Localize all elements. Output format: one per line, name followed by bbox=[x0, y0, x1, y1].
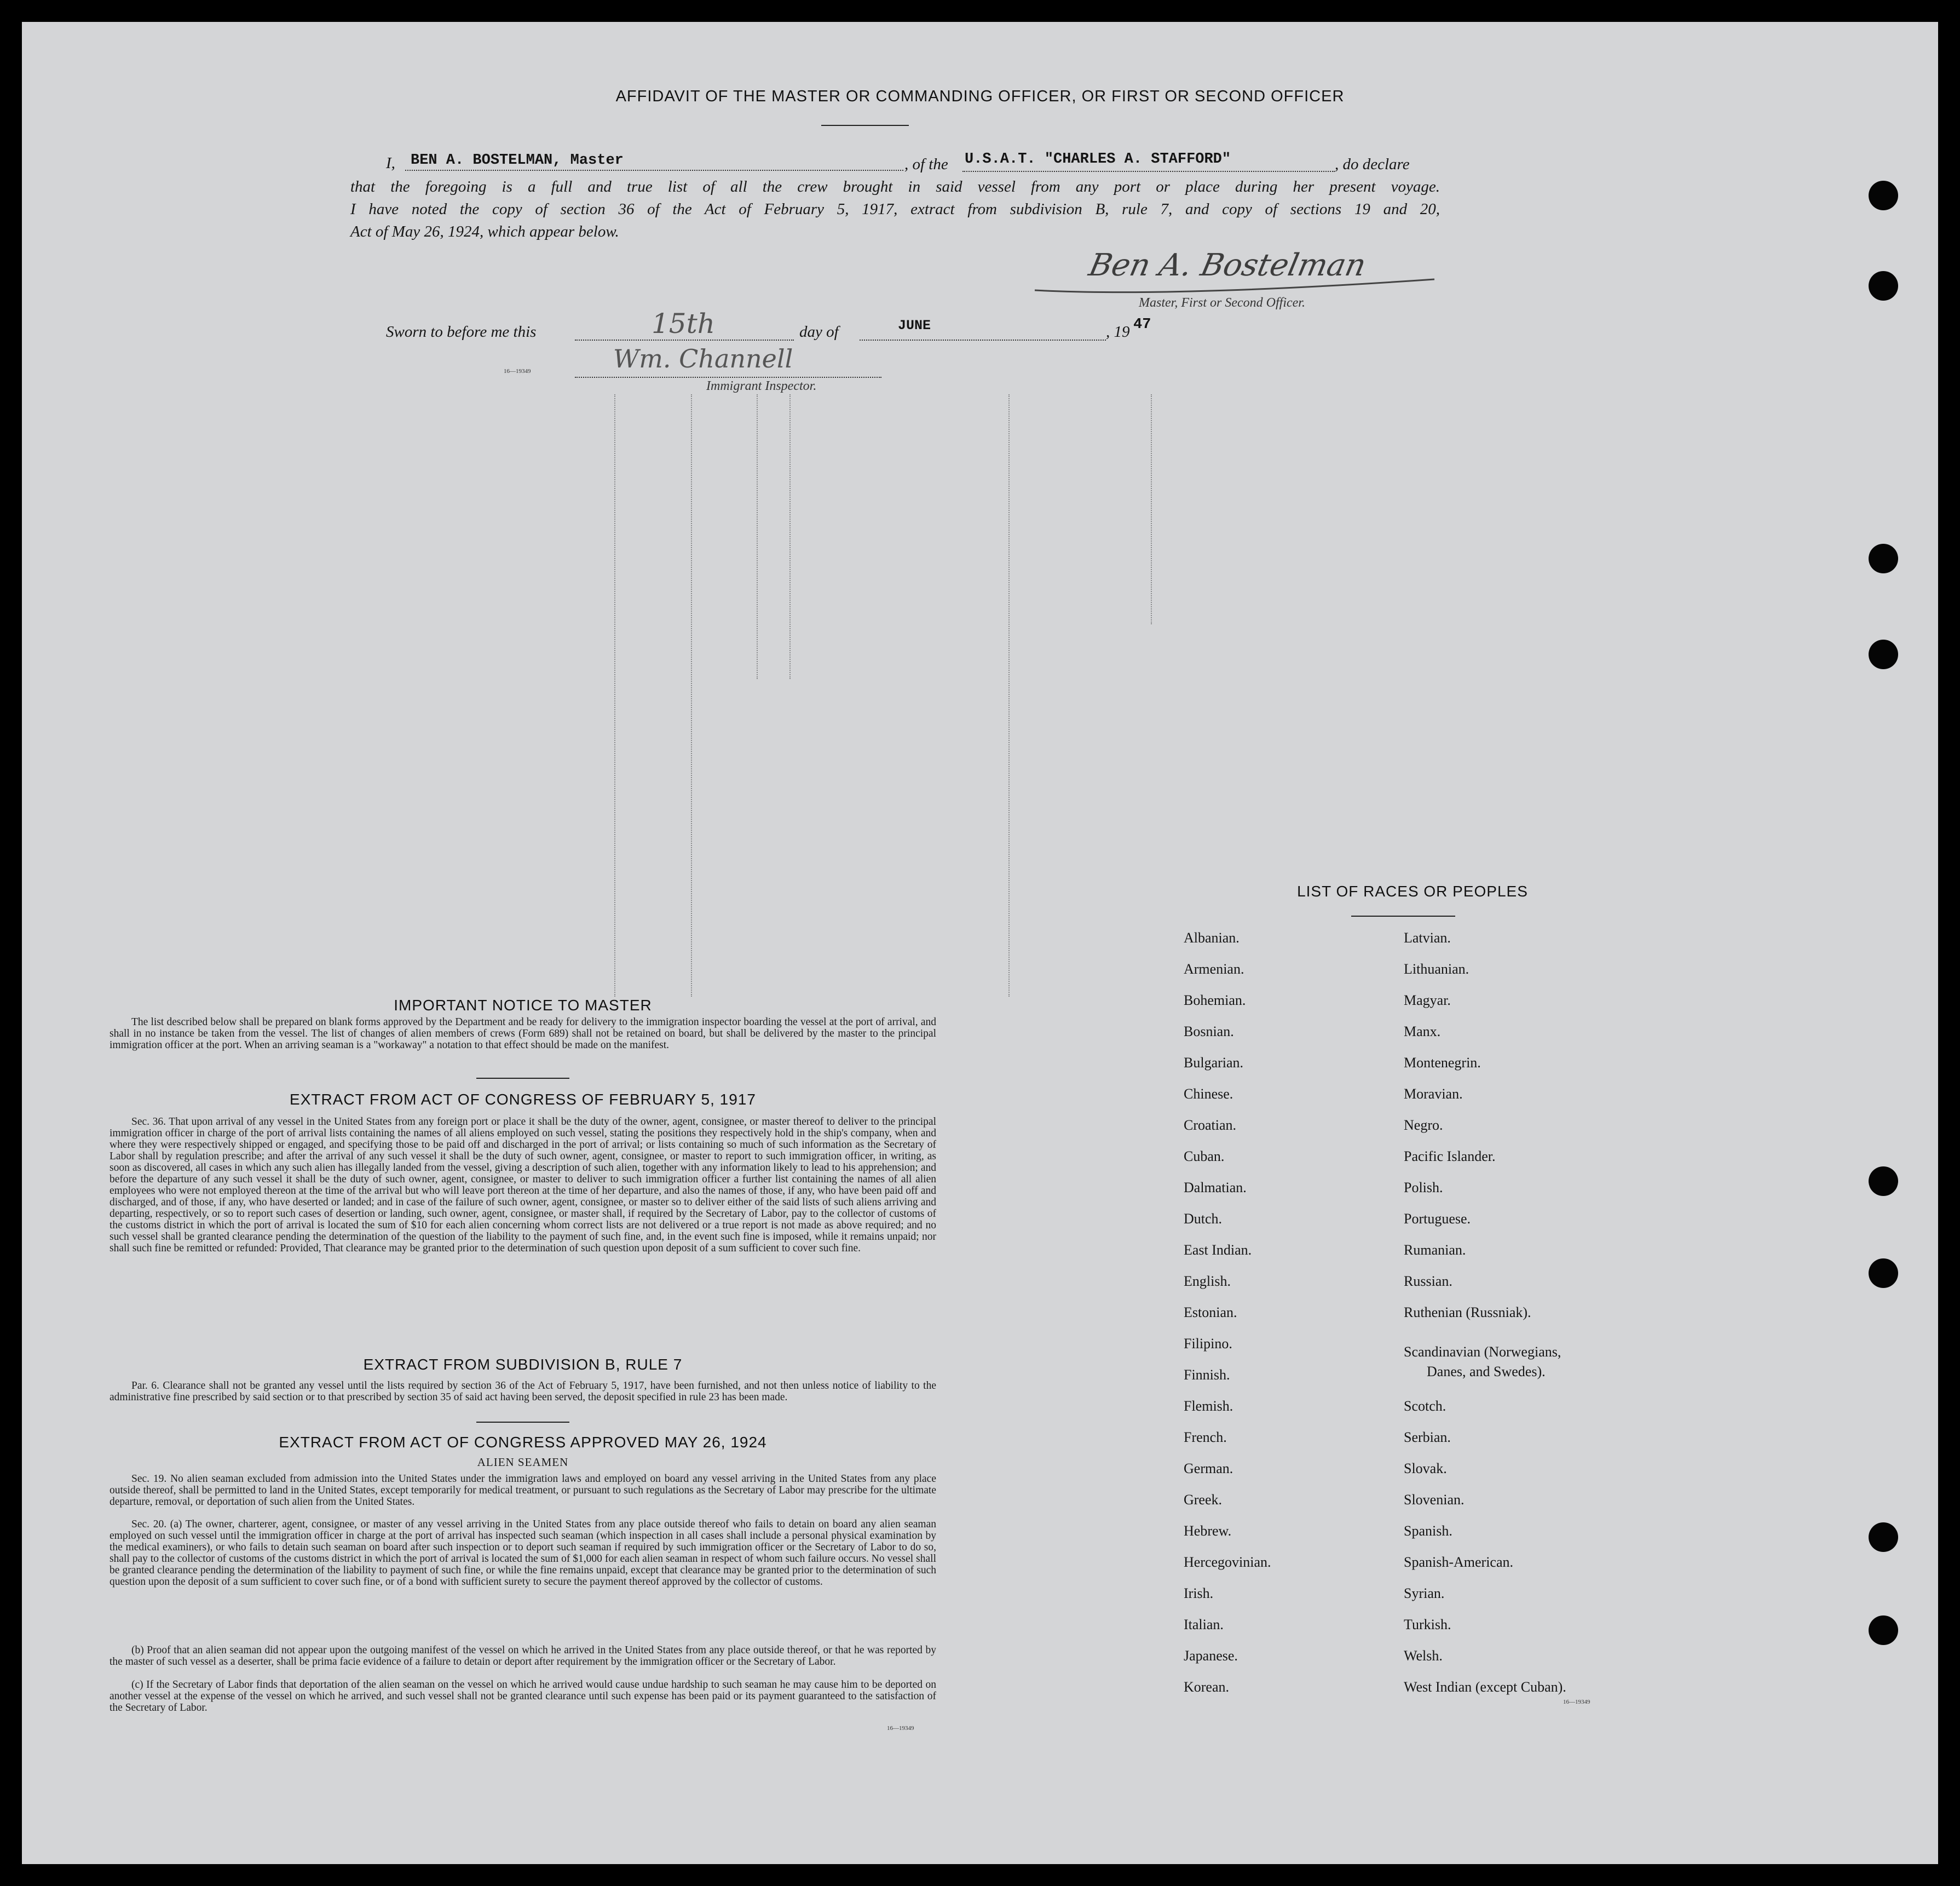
race-right: Syrian. bbox=[1404, 1585, 1445, 1601]
race-right: West Indian (except Cuban). bbox=[1404, 1679, 1566, 1695]
sworn-day: 15th bbox=[652, 308, 715, 340]
punch-hole bbox=[1869, 544, 1898, 573]
affidavit-line3: I have noted the copy of section 36 of the Act of February 5, 1917, extract from subdivision B, rule 7, and copy of sections 19 and 20, bbox=[350, 200, 1440, 218]
race-left: Dutch. bbox=[1184, 1211, 1223, 1227]
race-right: Welsh. bbox=[1404, 1648, 1443, 1664]
races-heading: LIST OF RACES OR PEOPLES bbox=[1297, 883, 1528, 900]
races-form-number: 16—19349 bbox=[1563, 1699, 1590, 1705]
extract-1917-heading: EXTRACT FROM ACT OF CONGRESS OF FEBRUARY 5, 1917 bbox=[290, 1091, 756, 1108]
race-right: Scotch. bbox=[1404, 1398, 1446, 1414]
race-left: German. bbox=[1184, 1461, 1233, 1476]
extract-1917-text: Sec. 36. That upon arrival of any vessel in the United States from any foreign port or place it shall be the duty of the owner, agent, consignee, or master thereof to deliver to the principal immigration officer in charge of the port of arrival lists containing the names of all aliens employed on such vessel, stating the positions they respectively hold in the ship's company, when and where they were respectively shipped or engaged, and specifying those to be paid off and discharged in the port of arrival; or lists containing so much of such information as the Secretary of Labor shall by regulation prescribe; and after the arrival of any such vessel it shall be the duty of such owner, agent, consignee, or master to report to such immigration officer, in writing, as soon as discovered, all cases in which any such alien has illegally landed from the vessel, giving a description of such alien, together with any information likely to lead to his apprehension; and before the departure of any such vessel it shall be the duty of such owner, agent, consignee, or master to deliver to such immigration officer a further list containing the names of all alien employees who were not employed thereon at the time of the arrival but who will leave port thereon at the time of her departure, and also the names of those, if any, who have been paid off and discharged, and of those, if any, who have deserted or landed; and in case of the failure of such owner, agent, consignee, or master so to deliver either of the said lists of such aliens arriving and departing, respectively, or so to report such cases of desertion or landing, such owner, agent, consignee, or master shall, if required by the Secretary of Labor, pay to the collector of customs of the customs district in which the port of arrival is located the sum of $10 for each alien concerning whom correct lists are not delivered or a true report is not made as above required; and no such vessel shall be granted clearance pending the determination of the question of the liability to the payment of such fine, and, in the event such fine is imposed, while it remains unpaid; nor shall such fine be remitted or refunded: Provided, That clearance may be granted prior to the determination of such question upon deposit of a sum sufficient to cover such fine. bbox=[109, 1116, 936, 1254]
race-right: Manx. bbox=[1404, 1024, 1441, 1039]
rule7-text: Par. 6. Clearance shall not be granted any vessel until the lists required by section 36 of the Act of February 5, 1917, have been furnished, and not then unless notice of liability to the administrative fine prescribed by said section or to that prescribed by section 35 of said act having been served, the deposit specified in rule 23 has been made. bbox=[109, 1380, 936, 1403]
signature-caption: Master, First or Second Officer. bbox=[1139, 296, 1305, 310]
race-right-continuation: Danes, and Swedes). bbox=[1427, 1364, 1546, 1379]
race-right: Portuguese. bbox=[1404, 1211, 1471, 1227]
race-left: Albanian. bbox=[1184, 930, 1240, 946]
affidavit-line4: Act of May 26, 1924, which appear below. bbox=[350, 223, 619, 240]
race-left: Finnish. bbox=[1184, 1367, 1230, 1383]
race-right: Ruthenian (Russniak). bbox=[1404, 1304, 1531, 1320]
affidavit-line2: that the foregoing is a full and true list of all the crew brought in said vessel from any port or place during her present voyage. bbox=[350, 178, 1440, 196]
affidavit-heading: AFFIDAVIT OF THE MASTER OR COMMANDING OFFICER, OR FIRST OR SECOND OFFICER bbox=[615, 88, 1345, 105]
race-right: Spanish-American. bbox=[1404, 1554, 1514, 1570]
inspector-signature: Wm. Channell bbox=[613, 344, 793, 373]
punch-hole bbox=[1869, 1615, 1898, 1645]
punch-hole bbox=[1869, 1166, 1898, 1196]
rule7-heading: EXTRACT FROM SUBDIVISION B, RULE 7 bbox=[363, 1356, 683, 1373]
column-guide bbox=[1008, 394, 1016, 997]
affidavit-line1-prefix: I, bbox=[386, 154, 395, 172]
race-right: Negro. bbox=[1404, 1117, 1443, 1133]
sec19-text: Sec. 19. No alien seaman excluded from admission into the United States under the immigration laws and employed on board any vessel arriving in the United States from any place outside thereof, shall be permitted to land in the United States, except temporarily for medical treatment, or pursuant to such regulations as the Secretary of Labor may prescribe for the ultimate departure, removal, or deportation of such alien from the United States. bbox=[109, 1473, 936, 1508]
vessel-name: U.S.A.T. "CHARLES A. STAFFORD" bbox=[965, 151, 1231, 168]
race-right: Slovak. bbox=[1404, 1461, 1447, 1476]
section-rule bbox=[476, 1078, 569, 1079]
column-guide bbox=[1151, 394, 1158, 624]
race-left: Dalmatian. bbox=[1184, 1180, 1247, 1195]
punch-hole bbox=[1869, 181, 1898, 210]
race-right: Rumanian. bbox=[1404, 1242, 1466, 1258]
sworn-month: JUNE bbox=[898, 318, 931, 334]
alien-seamen-subheading: ALIEN SEAMEN bbox=[477, 1456, 569, 1469]
race-right: Magyar. bbox=[1404, 992, 1451, 1008]
race-right: Turkish. bbox=[1404, 1617, 1451, 1632]
race-right: Moravian. bbox=[1404, 1086, 1463, 1102]
manifest-page bbox=[22, 22, 1938, 1864]
race-left: Chinese. bbox=[1184, 1086, 1233, 1102]
race-right: Slovenian. bbox=[1404, 1492, 1465, 1508]
race-left: Flemish. bbox=[1184, 1398, 1233, 1414]
column-guide bbox=[757, 394, 764, 679]
race-left: Bosnian. bbox=[1184, 1024, 1234, 1039]
sworn-prefix: Sworn to before me this bbox=[386, 323, 537, 341]
officer-name-field bbox=[405, 170, 903, 171]
race-left: Filipino. bbox=[1184, 1336, 1232, 1352]
vessel-name-field bbox=[962, 171, 1335, 172]
race-left: Irish. bbox=[1184, 1585, 1214, 1601]
race-left: Hebrew. bbox=[1184, 1523, 1232, 1539]
race-right: Lithuanian. bbox=[1404, 961, 1469, 977]
punch-hole bbox=[1869, 271, 1898, 301]
race-left: French. bbox=[1184, 1429, 1227, 1445]
inspector-caption: Immigrant Inspector. bbox=[706, 379, 817, 393]
affidavit-line1-suffix: , do declare bbox=[1335, 156, 1410, 173]
punch-hole bbox=[1869, 640, 1898, 669]
race-left: East Indian. bbox=[1184, 1242, 1252, 1258]
race-right: Montenegrin. bbox=[1404, 1055, 1481, 1071]
inspector-field bbox=[575, 377, 881, 378]
race-right: Pacific Islander. bbox=[1404, 1148, 1496, 1164]
notice-text: The list described below shall be prepared on blank forms approved by the Department and be ready for delivery to the immigration inspector boarding the vessel at the port of arrival, and shall in no instance be taken from the vessel. The list of changes of alien members of crews (Form 689) shall not be retained on board, but shall be delivered by the master to the principal immigration officer at the port. When an arriving seaman is a "workaway" a notation to that effect should be made on the manifest. bbox=[109, 1016, 936, 1051]
races-heading-rule bbox=[1351, 916, 1455, 917]
race-left: Bulgarian. bbox=[1184, 1055, 1244, 1071]
punch-hole bbox=[1869, 1258, 1898, 1288]
punch-hole bbox=[1869, 1522, 1898, 1552]
race-left: Bohemian. bbox=[1184, 992, 1246, 1008]
sec20b-text: (b) Proof that an alien seaman did not appear upon the outgoing manifest of the vessel on which he arrived in the United States from any place outside thereof, or that he was reported by the master of such vessel as a deserter, shall be prima facie evidence of a failure to detain or deport after requirement by the immigration officer or the Secretary of Labor. bbox=[109, 1645, 936, 1668]
sworn-month-field bbox=[860, 340, 1106, 341]
race-right: Polish. bbox=[1404, 1180, 1443, 1195]
sec20c-text: (c) If the Secretary of Labor finds that deportation of the alien seaman on the vessel on which he arrived would cause undue hardship to such seaman he may cause him to be deported on another vessel at the expense of the vessel on which he arrived, and such vessel shall not be granted clearance until such expense has been paid or its payment guaranteed to the satisfaction of the Secretary of Labor. bbox=[109, 1679, 936, 1714]
affidavit-line1-mid: , of the bbox=[904, 156, 948, 173]
affidavit-form-number: 16—19349 bbox=[504, 368, 531, 375]
notice-heading: IMPORTANT NOTICE TO MASTER bbox=[394, 997, 652, 1014]
year-suffix: 47 bbox=[1133, 317, 1151, 333]
sec20a-text: Sec. 20. (a) The owner, charterer, agent, consignee, or master of any vessel arriving in the United States from any place outside thereof who fails to detain on board any alien seaman employed on such vessel until the immigration officer in charge at the port of arrival has inspected such seaman (which inspection in all cases shall include a personal physical examination by the medical examiners), or who fails to detain such seaman on board after such inspection or to deport such seaman if required by such immigration officer or the Secretary of Labor to do so, shall pay to the collector of customs of the customs district in which the port of arrival is located the sum of $1,000 for each alien seaman in respect of whom such failure occurs. No vessel shall be granted clearance pending the determination of the liability to payment of such fine, or while the fine remains unpaid, except that clearance may be granted prior to the determination of such question upon the deposit of a sum sufficient to cover such fine, or of a bond with sufficient surety to secure the payment thereof approved by the collector of customs. bbox=[109, 1519, 936, 1588]
race-left: Estonian. bbox=[1184, 1304, 1237, 1320]
column-guide bbox=[614, 394, 622, 997]
officer-name: BEN A. BOSTELMAN, Master bbox=[411, 152, 624, 169]
day-of-label: day of bbox=[799, 323, 839, 341]
race-left: Hercegovinian. bbox=[1184, 1554, 1271, 1570]
race-right: Latvian. bbox=[1404, 930, 1451, 946]
heading-rule bbox=[821, 125, 909, 126]
race-left: English. bbox=[1184, 1273, 1231, 1289]
column-guide bbox=[789, 394, 797, 679]
race-right: Scandinavian (Norwegians, bbox=[1404, 1344, 1561, 1360]
year-prefix: , 19 bbox=[1106, 323, 1130, 341]
race-left: Croatian. bbox=[1184, 1117, 1237, 1133]
race-left: Cuban. bbox=[1184, 1148, 1225, 1164]
race-right: Serbian. bbox=[1404, 1429, 1451, 1445]
race-left: Japanese. bbox=[1184, 1648, 1238, 1664]
race-right: Russian. bbox=[1404, 1273, 1452, 1289]
race-left: Italian. bbox=[1184, 1617, 1224, 1632]
section-rule bbox=[476, 1422, 569, 1423]
master-signature: Ben A. Bostelman bbox=[1086, 248, 1369, 283]
extract-1924-heading: EXTRACT FROM ACT OF CONGRESS APPROVED MAY 26, 1924 bbox=[279, 1434, 767, 1451]
race-left: Greek. bbox=[1184, 1492, 1223, 1508]
race-left: Korean. bbox=[1184, 1679, 1230, 1695]
race-right: Spanish. bbox=[1404, 1523, 1452, 1539]
sworn-day-field bbox=[575, 340, 794, 341]
column-guide bbox=[691, 394, 699, 997]
race-left: Armenian. bbox=[1184, 961, 1244, 977]
extract-form-number: 16—19349 bbox=[887, 1725, 914, 1732]
